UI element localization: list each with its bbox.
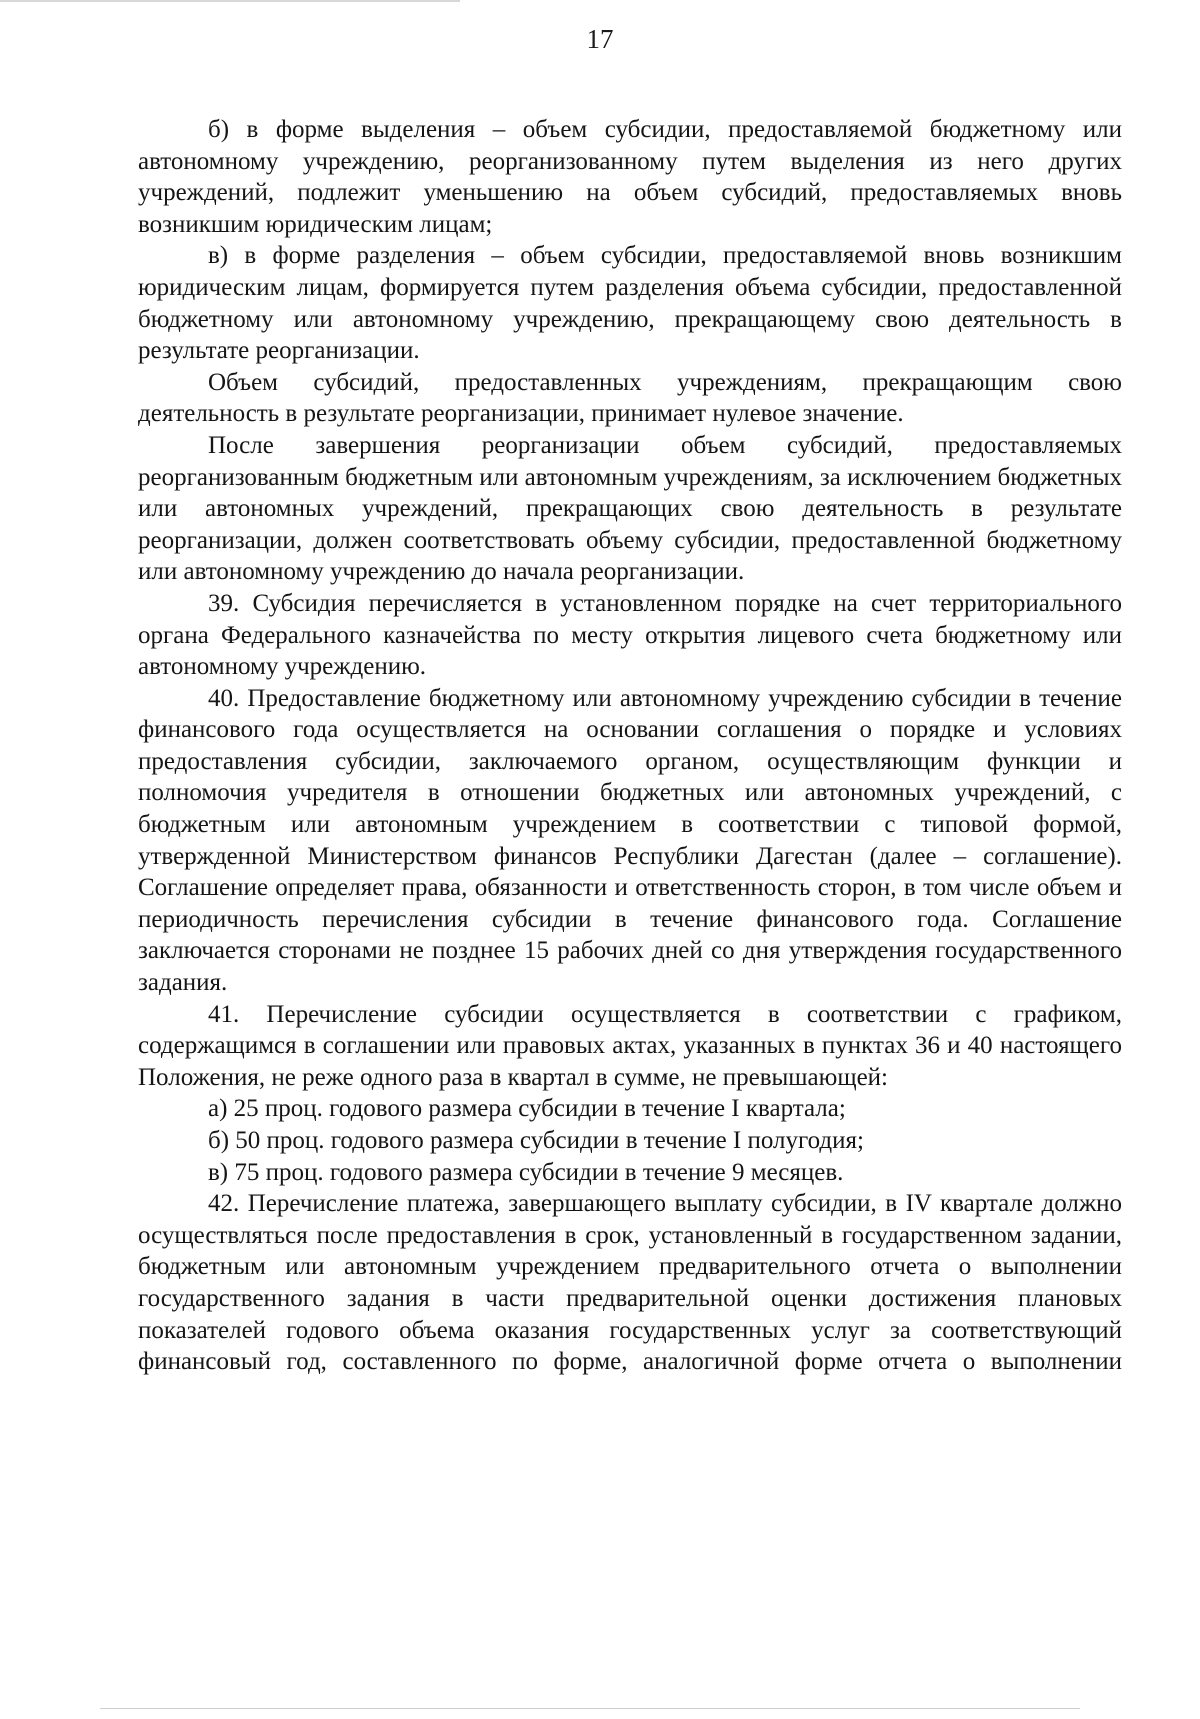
page-number: 17: [586, 24, 614, 54]
paragraph-42: 42. Перечисление платежа, завершающего выплату субсидии, в IV квартале должно осуществляться после предоставления в срок, установленный в государственном задании, бюджетным или автономным учреждением предварительного отчета о выполнении государственного задания в части предварительной оценки достижения плановых показателей годового объема оказания государственных услуг за соответствующий финансовый год, составленного по форме, аналогичной форме отчета о выполнении: [138, 1190, 1122, 1376]
paragraph-v-razdelenie: в) в форме разделения – объем субсидии, предоставляемой вновь возникшим юридическим лицам, формируется путем разделения объема субсидии, предоставленной бюджетному или автономному учреждению, прекращающему свою деятельность в результате реорганизации.: [138, 242, 1122, 365]
paragraph-zero-value: Объем субсидий, предоставленных учреждениям, прекращающим свою деятельность в результате реорганизации, принимает нулевое значение.: [138, 368, 1122, 428]
paragraph-39: 39. Субсидия перечисляется в установленном порядке на счет территориального органа Федерального казначейства по месту открытия лицевого счета бюджетному или автономному учреждению.: [138, 589, 1122, 681]
paragraph-after-reorganization: После завершения реорганизации объем субсидий, предоставляемых реорганизованным бюджетным или автономным учреждениям, за исключением бюджетных или автономных учреждений, прекращающих свою деятельность в результате реорганизации, должен соответствовать объему субсидии, предоставленной бюджетному или автономному учреждению до начала реорганизации.: [138, 431, 1122, 586]
list-item-b: б) 50 проц. годового размера субсидии в течение I полугодия;: [208, 1127, 864, 1154]
document-body: [138, 114, 1122, 1378]
list-item-v: в) 75 проц. годового размера субсидии в течение 9 месяцев.: [208, 1158, 844, 1186]
list-item-a: а) 25 проц. годового размера субсидии в течение I квартала;: [208, 1095, 846, 1123]
paragraph-40: 40. Предоставление бюджетному или автономному учреждению субсидии в течение финансового года осуществляется на основании соглашения о порядке и условиях предоставления субсидии, заключаемого органом, осуществляющим функции и полномочия учредителя в отношении бюджетных или автономных учреждений, с бюджетным или автономным учреждением в соответствии с типовой формой, утвержденной Министерством финансов Республики Дагестан (далее – соглашение). Соглашение определяет права, обязанности и ответственность сторон, в том числе объем и периодичность перечисления субсидии в течение финансового года. Соглашение заключается сторонами не позднее 15 рабочих дней со дня утверждения государственного задания.: [138, 684, 1122, 997]
paragraph-b-vydelenie: б) в форме выделения – объем субсидии, предоставляемой бюджетному или автономному учреждению, реорганизованному путем выделения из него других учреждений, подлежит уменьшению на объем субсидий, предоставляемых вновь возникшим юридическим лицам;: [138, 116, 1122, 238]
scan-edge-top: [0, 0, 460, 2]
paragraph-41: 41. Перечисление субсидии осуществляется в соответствии с графиком, содержащимся в соглашении или правовых актах, указанных в пунктах 36 и 40 настоящего Положения, не реже одного раза в квартал в сумме, не превышающей:: [138, 1000, 1122, 1091]
scan-edge-bottom: [100, 1708, 1080, 1709]
